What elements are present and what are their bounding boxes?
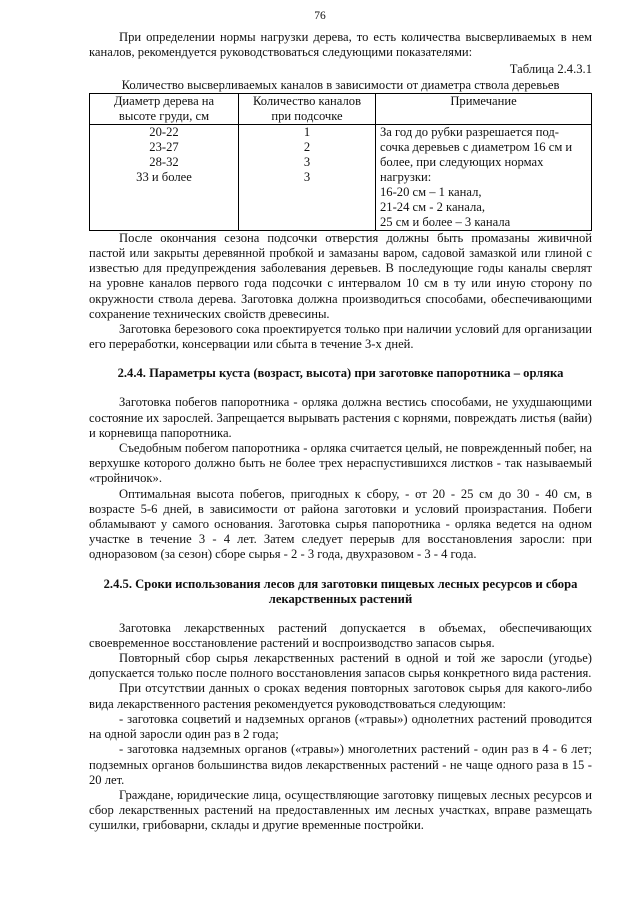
page-number: 76	[314, 10, 326, 22]
channels-value: 1	[303, 124, 311, 139]
intro-paragraph: При определении нормы нагрузки дерева, то есть количества высверливаемых в нем каналов, рекомендуется руководствоваться следующими показателями:	[89, 30, 592, 60]
body-paragraph: После окончания сезона подсочки отверстия должны быть промазаны живичной пастой или закрыты деревянной пробкой и замазаны варом, садовой замазкой или глиной с известью для предупреждения заболевания деревьев. В последующие годы каналы сверлят на уровне каналов первого года подсочки с интервалом 10 см в ту или иную сторону по окружности ствола дерева. Заготовка должна производиться способами, обеспечивающими сохранение технических свойств древесины.	[89, 230, 592, 321]
section-heading-2-4-4: 2.4.4. Параметры куста (возраст, высота) при заготовке папоротника – орляка	[117, 366, 564, 381]
channels-value: 3	[303, 154, 311, 169]
body-paragraph: Граждане, юридические лица, осуществляющие заготовку пищевых лесных ресурсов и сбор лекарственных растений на предоставленных им лесных участках, вправе размещать сушилки, грибоварни, склады и другие временные постройки.	[89, 787, 592, 833]
diameter-value: 20-22	[149, 124, 179, 139]
note-line: сочка деревьев с диаметром 16 см и	[380, 139, 573, 154]
body-paragraph: Заготовка березового сока проектируется только при наличии условий для организации его переработки, консервации или сбыта в течение 3-х дней.	[89, 322, 592, 352]
table-number: Таблица 2.4.3.1	[509, 62, 592, 77]
body-paragraph: При отсутствии данных о сроках ведения повторных заготовок сырья для какого-либо вида лекарственного растения рекомендуется руководствоваться следующим:	[89, 681, 592, 711]
body-paragraph: Оптимальная высота побегов, пригодных к сбору, - от 20 - 25 см до 30 - 40 см, в возрасте 5-6 дней, в зависимости от района заготовки и условий произрастания. Побеги обламывают у самого основания. Заготовка сырья папоротника - орляка ведется на одном участке в течение 3 - 4 лет. Затем следует перерыв для восстановления заросли: при одноразовом (за сезон) сборе сырья - 2 - 3 года, двухразовом - 3 - 4 года.	[89, 486, 592, 562]
diameter-value: 23-27	[149, 139, 179, 154]
body-paragraph: Заготовка побегов папоротника - орляка должна вестись способами, не ухудшающими состояние их зарослей. Запрещается вырывать растения с корнями, повреждать листья (вайи) и корневища папоротника.	[89, 395, 592, 440]
note-line: 16-20 см – 1 канал,	[380, 184, 482, 199]
body-paragraph: Заготовка лекарственных растений допускается в объемах, обеспечивающих своевременное восстановление растений и воспроизводство запасов сырья.	[89, 620, 592, 650]
note-line: 25 см и более – 3 канала	[380, 214, 511, 229]
channels-value: 2	[303, 139, 311, 154]
header-note: Примечание	[376, 93, 592, 124]
channels-cell	[239, 124, 376, 230]
diameter-cell	[90, 124, 239, 230]
table-caption: Количество высверливаемых каналов в зависимости от диаметра ствола деревьев	[121, 77, 560, 92]
body-paragraph: - заготовка надземных органов («травы») многолетних растений - один раз в 4 - 6 лет; подземных органов большинства видов лекарственных растений - не чаще одного раза в 15 - 20 лет.	[89, 742, 592, 787]
header-channels: Количество каналов при подсочке	[239, 93, 376, 124]
page-content	[89, 30, 592, 834]
table-header-row	[90, 93, 592, 124]
note-line: 21-24 см - 2 канала,	[380, 199, 486, 214]
note-line: более, при следующих нормах	[380, 154, 544, 169]
body-paragraph: Съедобным побегом папоротника - орляка считается целый, не поврежденный побег, на верхушке которого должно быть не более трех нераспустившихся листков - так называемый «тройничок».	[89, 441, 592, 486]
diameter-value: 33 и более	[136, 169, 192, 184]
channels-value: 3	[303, 169, 311, 184]
diameter-value: 28-32	[149, 154, 179, 169]
note-line: нагрузки:	[380, 169, 432, 184]
body-paragraph: Повторный сбор сырья лекарственных растений в одной и той же заросли (угодье) допускается только после полного восстановления запасов сырья конкретного вида растения.	[89, 651, 592, 681]
header-diameter: Диаметр дерева на высоте груди, см	[90, 93, 239, 124]
body-paragraph: - заготовка соцветий и надземных органов («травы») однолетних растений проводится на одной заросли один раз в 2 года;	[89, 711, 592, 742]
note-line: За год до рубки разрешается под-	[380, 124, 560, 139]
channels-table	[89, 93, 592, 231]
section-heading-2-4-5: 2.4.5. Сроки использования лесов для заготовки пищевых лесных ресурсов и сбора лекарственных растений	[103, 576, 578, 606]
note-cell	[376, 124, 592, 230]
table-body-row	[90, 124, 592, 230]
